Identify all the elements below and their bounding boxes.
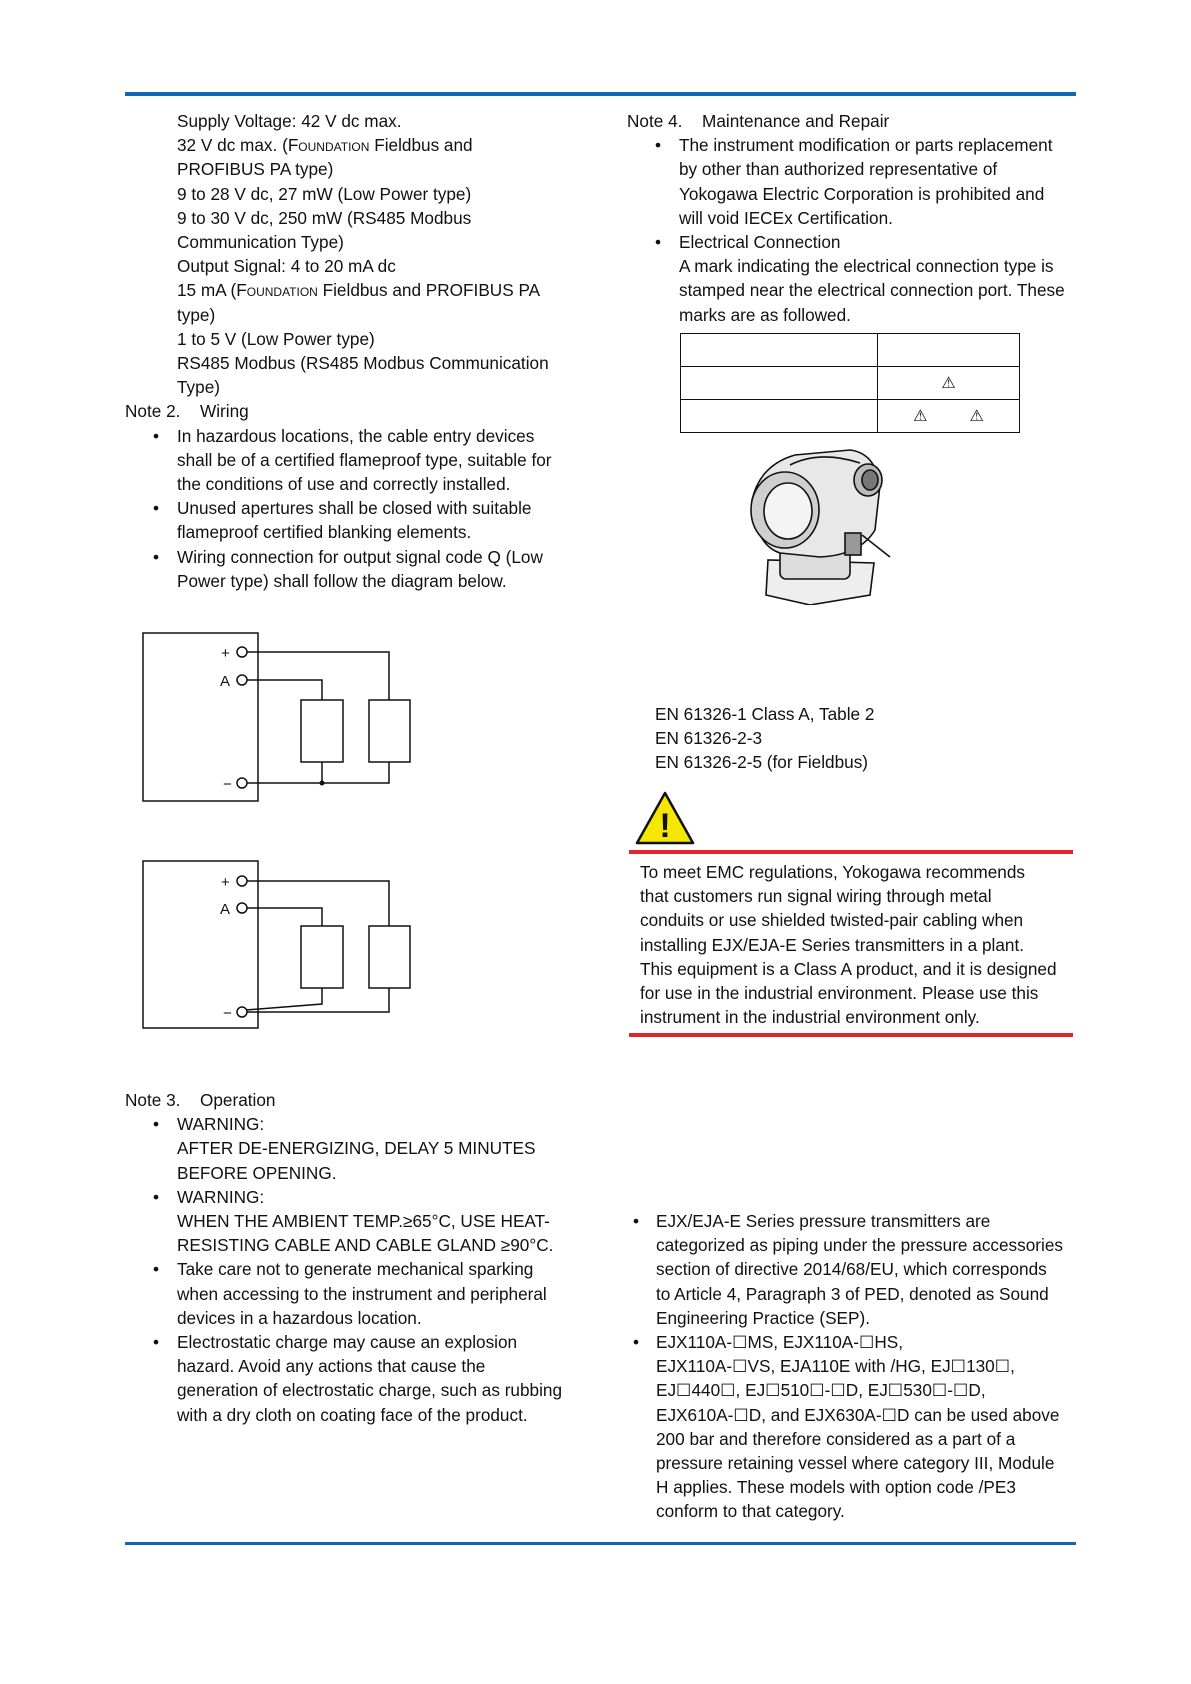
mark-symbols-pair: ⚠ ⚠: [878, 400, 1020, 433]
supply-voltage: Supply Voltage: 42 V dc max.: [177, 111, 402, 131]
supply-rs485-cont: Communication Type): [177, 232, 344, 253]
svg-text:!: !: [659, 807, 671, 845]
emc-warning-box: To meet EMC regulations, Yokogawa recommends that customers run signal wiring through metal conduits or use shielded twisted-pair cabling when installing EJX/EJA-E Series transmitters in a plant. This equipment is a Class A product, and it is designed for use in the industrial environment. Please use this instrument in the industrial environment only.: [629, 850, 1073, 1037]
note2-bullet-1: • In hazardous locations, the cable entry devices shall be of a certified flameproof type, suitable for the conditions of use and correctly installed.: [153, 425, 552, 495]
note3-bullet-3: • Take care not to generate mechanical sparking when accessing to the instrument and peripheral devices in a hazardous location.: [153, 1259, 547, 1328]
output-signal: Output Signal: 4 to 20 mA dc: [177, 256, 396, 277]
diagram2-resistor-a: [301, 926, 343, 988]
mark-symbol: ⚠: [878, 367, 1020, 400]
output-fieldbus: 15 mA (Foundation Fieldbus and PROFIBUS PA: [177, 280, 541, 301]
d1-minus-label: −: [223, 776, 232, 793]
note4-bullet-2: • Electrical Connection A mark indicating the electrical connection type is stamped near the electrical connection port. These marks are as followed.: [655, 232, 1065, 325]
output-rs485-cont: Type): [177, 377, 220, 398]
note3-section: [125, 1088, 595, 1427]
d2-plus-label: +: [221, 874, 230, 891]
emc-standard-1: EN 61326-1 Class A, Table 2: [655, 704, 875, 724]
bottom-rule: [125, 1542, 1076, 1545]
d2-minus-label: −: [223, 1005, 232, 1022]
note4-section: [627, 109, 1077, 327]
transmitter-illustration: [740, 445, 900, 605]
electrical-connection-marks-table: [680, 333, 1020, 433]
supply-rs485: 9 to 30 V dc, 250 mW (RS485 Modbus: [177, 207, 472, 228]
ped-bullet-1: • EJX/EJA-E Series pressure transmitters are categorized as piping under the pressure accessories section of directive 2014/68/EU, which corresponds to Article 4, Paragraph 3 of PED, denoted as Sound Engineering Practice (SEP).: [633, 1211, 1064, 1328]
emc-standards: [655, 702, 1075, 775]
note4-heading: Note 4. Maintenance and Repair: [627, 111, 890, 131]
diagram2-resistor-b: [369, 926, 410, 988]
output-fieldbus-cont: type): [177, 304, 216, 325]
output-rs485: RS485 Modbus (RS485 Modbus Communication: [177, 353, 549, 374]
d2-a-label: A: [220, 901, 231, 918]
supply-profibus: PROFIBUS PA type): [177, 159, 334, 180]
note3-bullet-1: • WARNING: AFTER DE-ENERGIZING, DELAY 5 MINUTES BEFORE OPENING.: [153, 1114, 536, 1183]
note2-bullet-3: • Wiring connection for output signal code Q (Low Power type) shall follow the diagram below.: [153, 546, 543, 591]
wiring-diagrams: [0, 0, 600, 1050]
supply-fieldbus: 32 V dc max. (Foundation Fieldbus and: [177, 135, 473, 156]
output-lowpower: 1 to 5 V (Low Power type): [177, 328, 375, 349]
diagram1-resistor-a: [301, 700, 343, 762]
note4-bullet-1: • The instrument modification or parts replacement by other than authorized representative of Yokogawa Electric Corporation is prohibited and will void IECEx Certification.: [655, 135, 1053, 228]
warning-bottom-rule: [629, 1033, 1073, 1037]
note2-heading: Note 2. Wiring: [125, 401, 249, 422]
d1-a-label: A: [220, 673, 231, 690]
d1-plus-label: +: [221, 645, 230, 662]
emc-standard-2: EN 61326-2-3: [655, 728, 763, 749]
note3-bullet-2: • WARNING: WHEN THE AMBIENT TEMP.≥65°C, USE HEAT- RESISTING CABLE AND CABLE GLAND ≥90°C.: [153, 1186, 554, 1256]
diagram1-resistor-b: [369, 700, 410, 762]
ped-bullet-2: • EJX110A-☐MS, EJX110A-☐HS, EJX110A-☐VS, EJA110E with /HG, EJ☐130☐, EJ☐440☐, EJ☐510☐-☐D, EJ☐530☐-☐D, EJX610A-☐D, and EJX630A-☐D can be used above 200 bar and therefore considered as a part of a pressure retaining vessel where category III, Module H applies. These models with option code /PE3 conform to that category.: [633, 1332, 1060, 1522]
ped-section: [627, 1209, 1077, 1524]
supply-lowpower: 9 to 28 V dc, 27 mW (Low Power type): [177, 183, 472, 204]
diagram1-box: [143, 633, 258, 801]
note3-bullet-4: • Electrostatic charge may cause an explosion hazard. Avoid any actions that cause the generation of electrostatic charge, such as rubbing with a dry cloth on coating face of the product.: [153, 1332, 563, 1425]
warning-triangle-icon: [634, 790, 696, 846]
emc-standard-3: EN 61326-2-5 (for Fieldbus): [655, 752, 869, 773]
note3-heading: Note 3. Operation: [125, 1090, 276, 1110]
note2-bullet-2: • Unused apertures shall be closed with suitable flameproof certified blanking elements.: [153, 498, 532, 543]
